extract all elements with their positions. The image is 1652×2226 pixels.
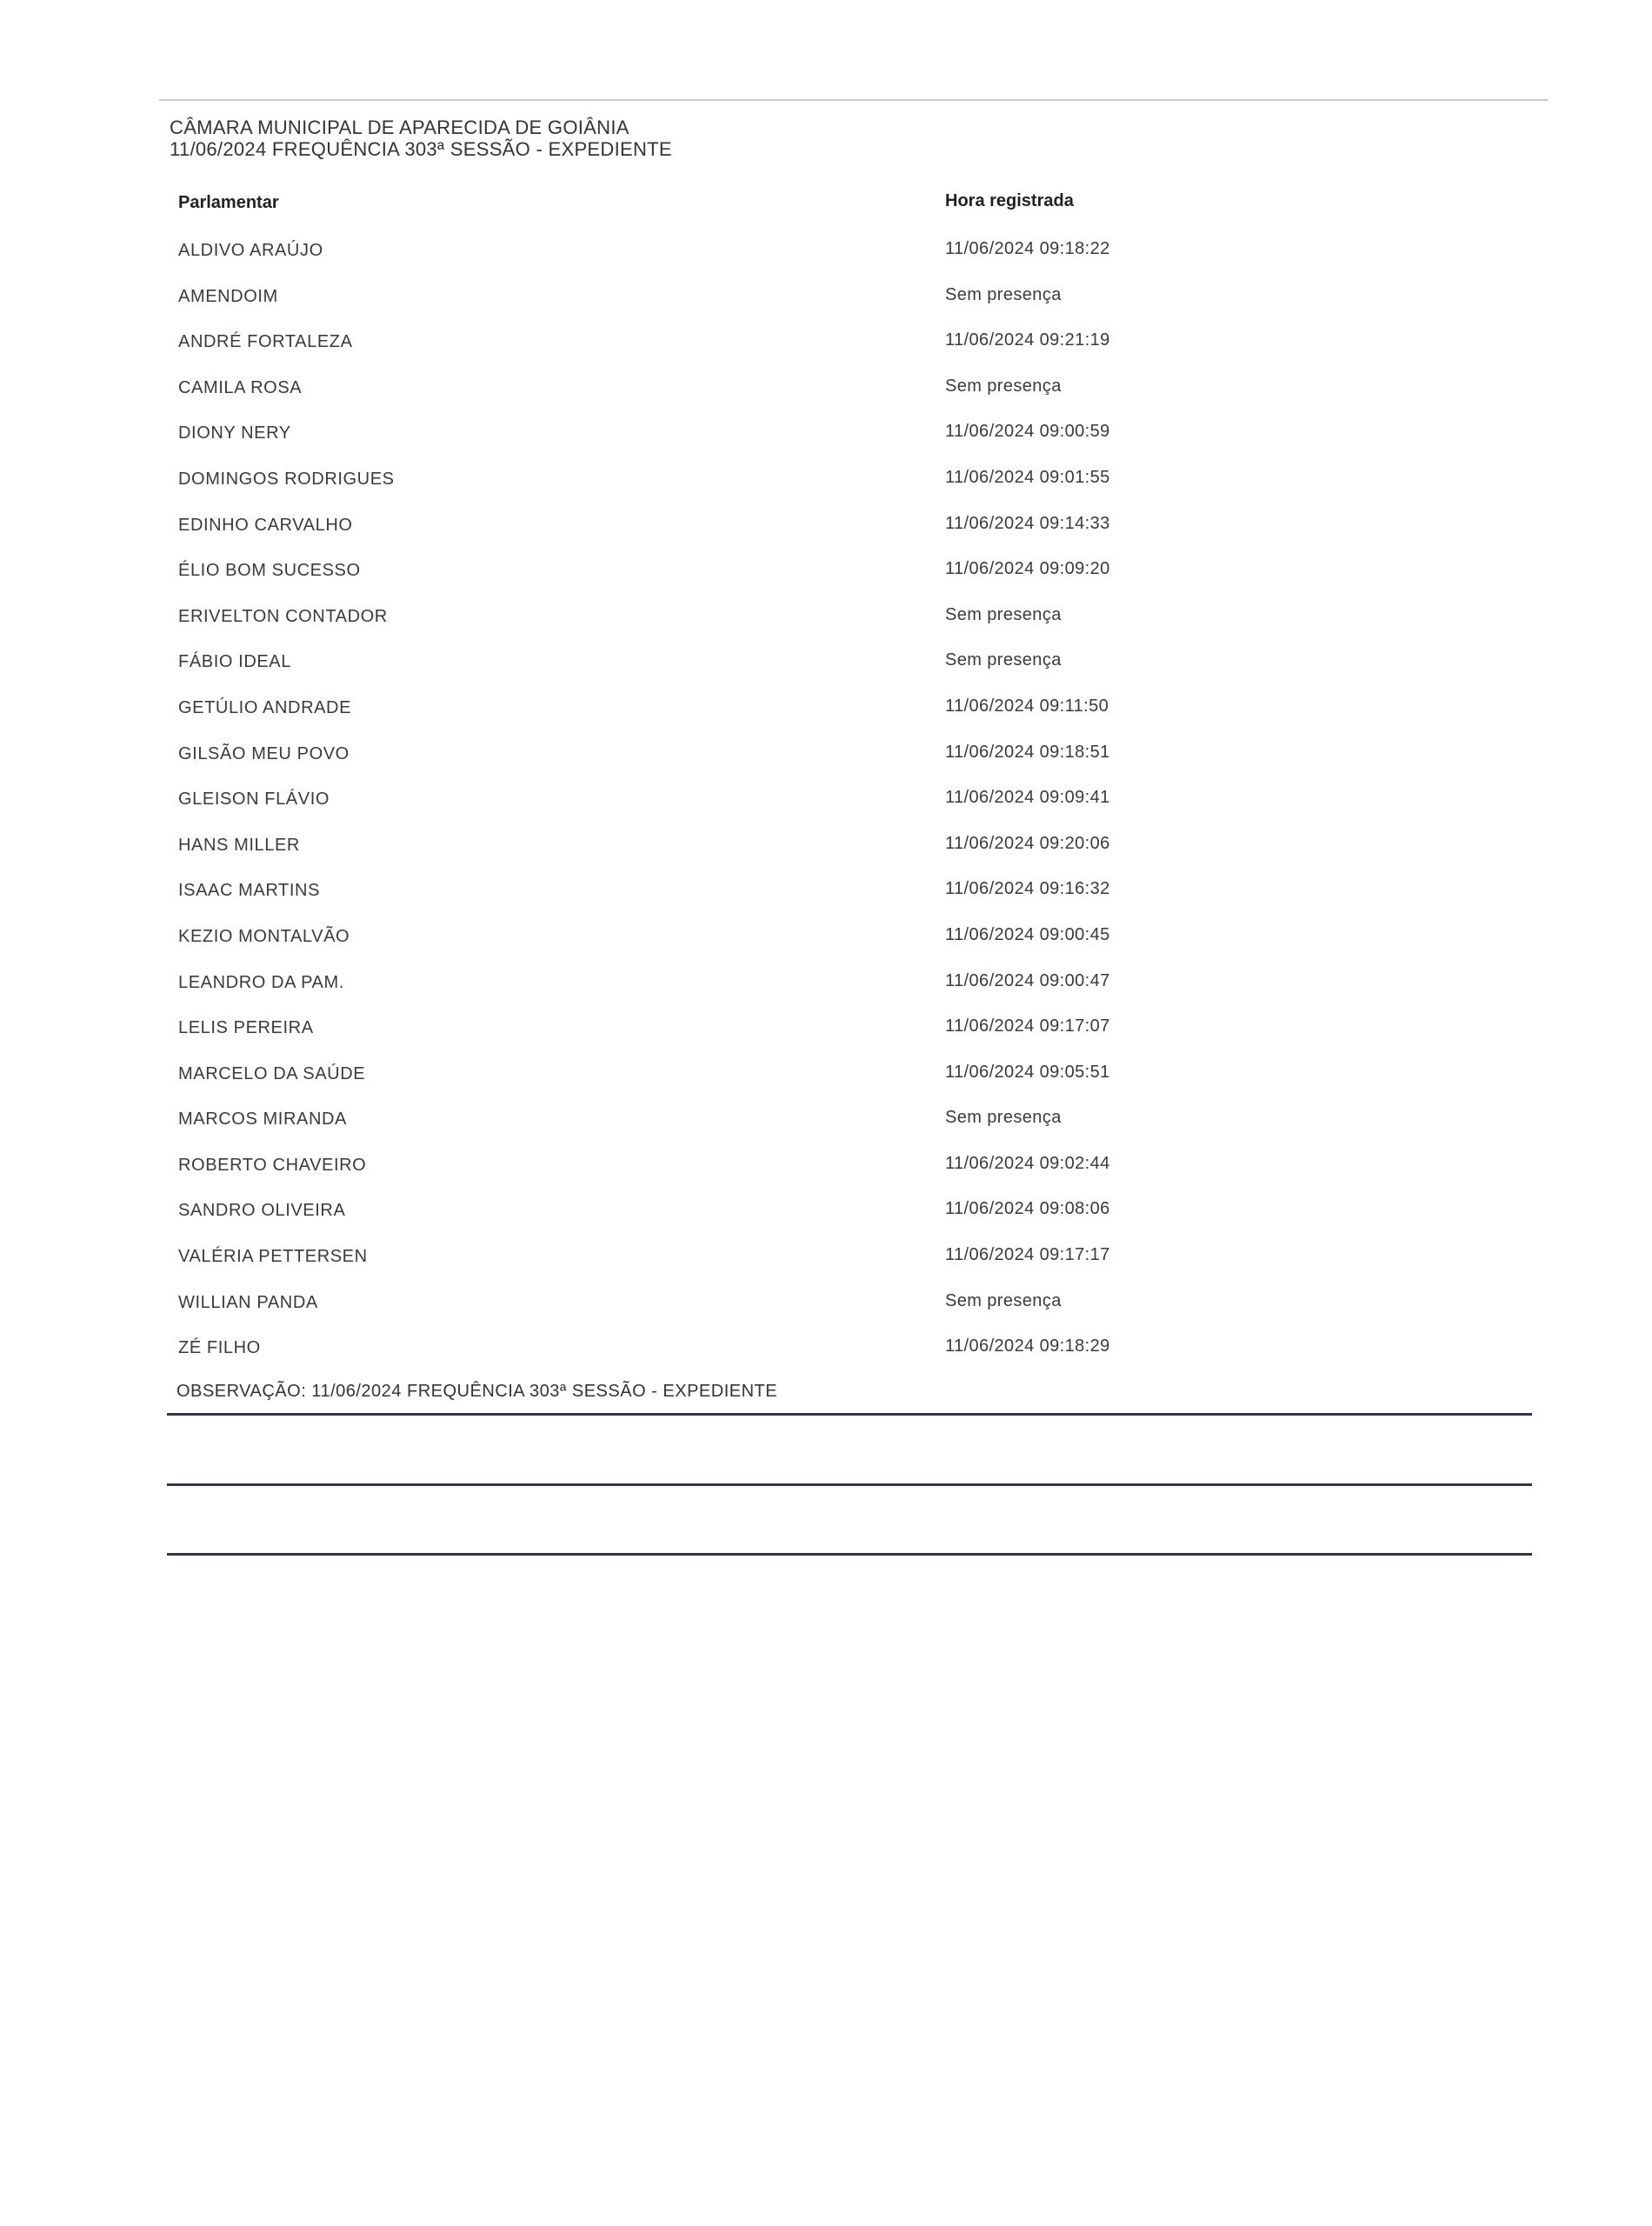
registered-time: 11/06/2024 09:17:17 xyxy=(945,1245,1110,1265)
parlamentar-name: AMENDOIM xyxy=(178,286,278,306)
registered-time: 11/06/2024 09:02:44 xyxy=(945,1153,1110,1173)
table-row xyxy=(0,1103,1652,1149)
parlamentar-name: FÁBIO IDEAL xyxy=(178,652,291,672)
registered-time: 11/06/2024 09:09:20 xyxy=(945,559,1110,579)
column-header-hora-registrada: Hora registrada xyxy=(945,191,1074,210)
parlamentar-name: DIONY NERY xyxy=(178,423,291,443)
registered-time: 11/06/2024 09:00:59 xyxy=(945,422,1110,442)
parlamentar-name: ALDIVO ARAÚJO xyxy=(178,241,323,260)
parlamentar-name: GLEISON FLÁVIO xyxy=(178,790,330,810)
parlamentar-name: GETÚLIO ANDRADE xyxy=(178,697,352,717)
table-row xyxy=(0,829,1652,875)
parlamentar-name: ANDRÉ FORTALEZA xyxy=(178,332,353,352)
table-row xyxy=(0,600,1652,646)
table-row xyxy=(0,280,1652,326)
top-rule xyxy=(159,99,1548,101)
table-row xyxy=(0,1057,1652,1103)
column-header-parlamentar: Parlamentar xyxy=(178,193,279,212)
session-title: 11/06/2024 FREQUÊNCIA 303ª SESSÃO - EXPEDIENTE xyxy=(170,138,672,160)
registered-time: 11/06/2024 09:08:06 xyxy=(945,1199,1110,1219)
table-row xyxy=(0,463,1652,509)
registered-time: 11/06/2024 09:20:06 xyxy=(945,833,1110,853)
registered-time: 11/06/2024 09:11:50 xyxy=(945,696,1109,716)
table-row xyxy=(0,645,1652,691)
parlamentar-name: MARCELO DA SAÚDE xyxy=(178,1063,366,1083)
parlamentar-name: ROBERTO CHAVEIRO xyxy=(178,1155,367,1175)
table-row xyxy=(0,417,1652,463)
registered-time: 11/06/2024 09:05:51 xyxy=(945,1062,1110,1082)
table-row xyxy=(0,325,1652,371)
parlamentar-name: LELIS PEREIRA xyxy=(178,1018,314,1038)
parlamentar-name: MARCOS MIRANDA xyxy=(178,1110,347,1130)
table-row xyxy=(0,509,1652,555)
observation-line: OBSERVAÇÃO: 11/06/2024 FREQUÊNCIA 303ª SESSÃO - EXPEDIENTE xyxy=(177,1382,778,1401)
institution-name: CÂMARA MUNICIPAL DE APARECIDA DE GOIÂNIA xyxy=(170,117,629,138)
table-row xyxy=(0,966,1652,1012)
registered-time: 11/06/2024 09:01:55 xyxy=(945,467,1110,487)
parlamentar-name: SANDRO OLIVEIRA xyxy=(178,1201,346,1221)
registered-time: Sem presença xyxy=(945,650,1062,670)
table-row xyxy=(0,1011,1652,1057)
table-row xyxy=(0,783,1652,829)
registered-time: Sem presença xyxy=(945,604,1062,624)
table-row xyxy=(0,554,1652,600)
table-row xyxy=(0,371,1652,417)
observation-rule-1 xyxy=(167,1413,1532,1416)
registered-time: 11/06/2024 09:16:32 xyxy=(945,879,1110,899)
registered-time: 11/06/2024 09:17:07 xyxy=(945,1016,1110,1036)
parlamentar-name: ISAAC MARTINS xyxy=(178,881,321,901)
table-row xyxy=(0,1240,1652,1286)
registered-time: Sem presença xyxy=(945,376,1062,396)
parlamentar-name: VALÉRIA PETTERSEN xyxy=(178,1247,368,1267)
document-header xyxy=(170,117,672,160)
registered-time: 11/06/2024 09:00:47 xyxy=(945,970,1110,990)
parlamentar-name: ERIVELTON CONTADOR xyxy=(178,606,388,626)
table-row xyxy=(0,691,1652,737)
table-row xyxy=(0,1286,1652,1332)
attendance-table xyxy=(0,234,1652,1377)
parlamentar-name: ÉLIO BOM SUCESSO xyxy=(178,561,361,581)
parlamentar-name: KEZIO MONTALVÃO xyxy=(178,926,350,946)
table-row xyxy=(0,234,1652,280)
observation-rule-2 xyxy=(167,1483,1532,1486)
table-row xyxy=(0,874,1652,920)
parlamentar-name: EDINHO CARVALHO xyxy=(178,515,353,535)
table-row xyxy=(0,737,1652,783)
parlamentar-name: DOMINGOS RODRIGUES xyxy=(178,469,395,489)
parlamentar-name: LEANDRO DA PAM. xyxy=(178,972,344,992)
parlamentar-name: ZÉ FILHO xyxy=(178,1338,261,1358)
table-row xyxy=(0,1331,1652,1377)
registered-time: Sem presença xyxy=(945,1290,1062,1310)
table-row xyxy=(0,1149,1652,1195)
registered-time: 11/06/2024 09:18:51 xyxy=(945,742,1110,762)
registered-time: 11/06/2024 09:21:19 xyxy=(945,330,1110,350)
registered-time: 11/06/2024 09:09:41 xyxy=(945,788,1110,808)
observation-rule-3 xyxy=(167,1553,1532,1556)
parlamentar-name: CAMILA ROSA xyxy=(178,377,303,397)
parlamentar-name: WILLIAN PANDA xyxy=(178,1292,318,1312)
registered-time: 11/06/2024 09:18:22 xyxy=(945,239,1110,258)
registered-time: 11/06/2024 09:14:33 xyxy=(945,513,1110,533)
registered-time: 11/06/2024 09:18:29 xyxy=(945,1336,1110,1356)
parlamentar-name: HANS MILLER xyxy=(178,835,300,855)
table-row xyxy=(0,1194,1652,1240)
registered-time: Sem presença xyxy=(945,284,1062,304)
registered-time: 11/06/2024 09:00:45 xyxy=(945,924,1110,944)
parlamentar-name: GILSÃO MEU POVO xyxy=(178,743,350,763)
table-row xyxy=(0,920,1652,966)
registered-time: Sem presença xyxy=(945,1108,1062,1128)
